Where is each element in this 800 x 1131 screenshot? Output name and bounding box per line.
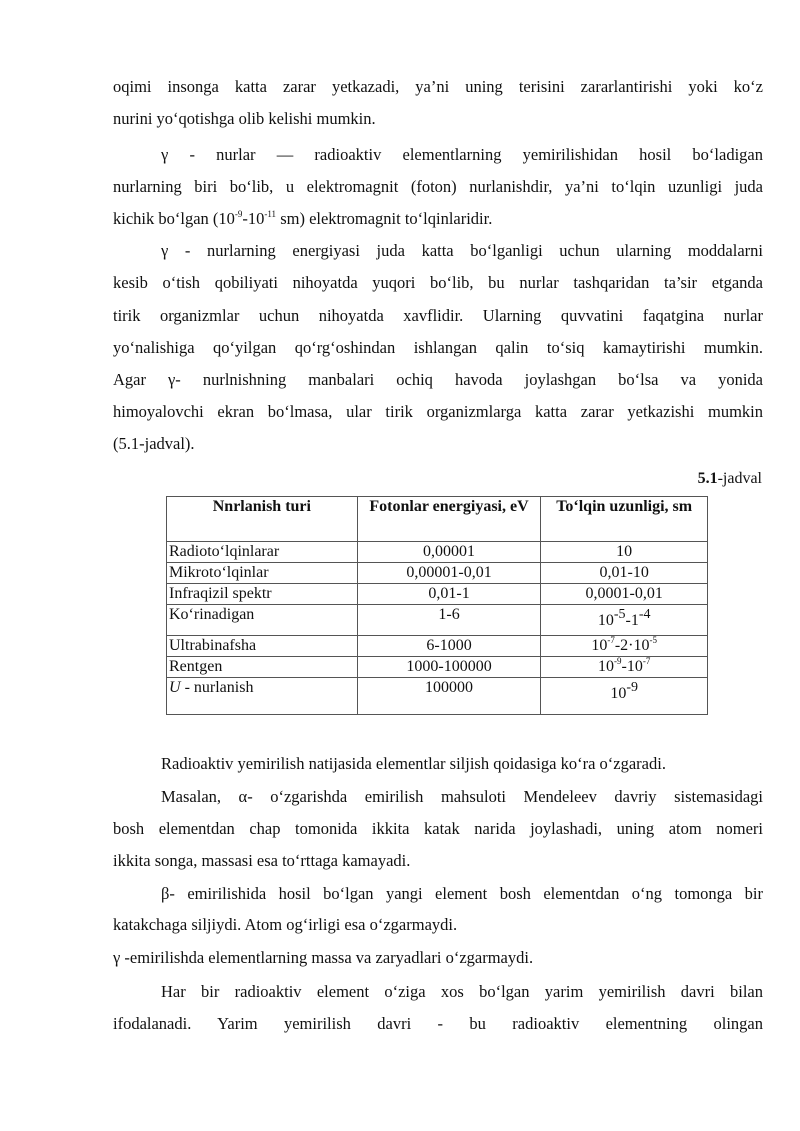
wavelength-value: 10-5-1-4: [597, 607, 651, 629]
table-cell: Rentgen: [167, 657, 358, 678]
table-caption: [698, 470, 762, 488]
paragraph-line: γ -emirilishda elementlarning massa va zaryadlari o‘zgarmaydi.: [113, 948, 534, 967]
table-cell: 100000: [357, 678, 541, 715]
column-header: Fotonlar energiyasi, eV: [357, 497, 541, 542]
table-cell: 0,00001-0,01: [357, 563, 541, 584]
paragraph-line: γ - nurlarning energiyasi juda katta bo‘lganligi uchun ularning moddalarni: [161, 241, 763, 260]
table-cell: Ultrabinafsha: [167, 636, 358, 657]
table-row: [167, 636, 708, 657]
table-row: [167, 657, 708, 678]
table-cell: 1000-100000: [357, 657, 541, 678]
text-run: -10: [242, 209, 265, 228]
table-cell: Infraqizil spektr: [167, 584, 358, 605]
paragraph-line: γ - nurlar — radioaktiv elementlarning yemirilishidan hosil bo‘ladigan: [161, 145, 763, 164]
paragraph-line: katakchaga siljiydi. Atom og‘irligi esa o‘zgarmaydi.: [113, 915, 458, 934]
table-cell: 0,0001-0,01: [541, 584, 708, 605]
table-cell: Radioto‘lqinlarar: [167, 542, 358, 563]
superscript: -11: [264, 209, 277, 219]
wavelength-value: 10-9: [610, 680, 638, 702]
paragraph-line: [113, 209, 763, 229]
column-header: Nnrlanish turi: [167, 497, 358, 542]
table-cell: [541, 605, 708, 636]
table-cell: [541, 657, 708, 678]
paragraph-line: Agar γ- nurlnishning manbalari ochiq havoda joylashgan bo‘lsa va yonida: [113, 370, 763, 389]
caption-number: 5.1: [697, 470, 718, 487]
superscript: -9: [234, 209, 243, 219]
paragraph-line: tirik organizmlar uchun nihoyatda xavflidir. Ularning quvvatini faqatgina nurlar: [113, 306, 763, 325]
table-cell: 0,00001: [357, 542, 541, 563]
paragraph-line: yo‘nalishiga qo‘yilgan qo‘rg‘oshindan ishlangan qalin to‘siq kamaytirishi mumkin.: [113, 338, 763, 357]
table-cell: [541, 678, 708, 715]
table-cell: 6-1000: [357, 636, 541, 657]
paragraph-line: ikkita songa, massasi esa to‘rttaga kamayadi.: [113, 851, 411, 870]
table-cell: 0,01-1: [357, 584, 541, 605]
table-cell: Mikroto‘lqinlar: [167, 563, 358, 584]
paragraph-line: kesib o‘tish qobiliyati nihoyatda yuqori bo‘lib, bu nurlar tashqaridan ta’sir etganda: [113, 273, 763, 292]
table-row: [167, 678, 708, 715]
wavelength-value: $10^{-7}-2\cdot 10^{-5}$: [591, 635, 657, 654]
paragraph-line: (5.1-jadval).: [113, 434, 195, 453]
type-text: - nurlanish: [180, 679, 254, 696]
paragraph-line: bosh elementdan chap tomonida ikkita katak narida joylashadi, uning atom nomeri: [113, 819, 763, 838]
column-header: To‘lqin uzunligi, sm: [541, 497, 708, 542]
table-row: [167, 584, 708, 605]
table-cell: [541, 636, 708, 657]
paragraph-line: Masalan, α- o‘zgarishda emirilish mahsuloti Mendeleev davriy sistemasidagi: [161, 787, 763, 806]
table-row: [167, 542, 708, 563]
table-cell: 1-6: [357, 605, 541, 636]
wavelength-value: $10^{-9}-10^{-7}$: [598, 656, 651, 675]
paragraph-line: Har bir radioaktiv element o‘ziga xos bo‘lgan yarim yemirilish davri bilan: [161, 982, 763, 1001]
paragraph-line: β- emirilishida hosil bo‘lgan yangi element bosh elementdan o‘ng tomonga bir: [161, 884, 763, 903]
paragraph-line: oqimi insonga katta zarar yetkazadi, ya’ni uning terisini zararlantirishi yoki ko‘z: [113, 77, 763, 96]
paragraph-line: nurlarning biri bo‘lib, u elektromagnit (foton) nurlanishdir, ya’ni to‘lqin uzunligi juda: [113, 177, 763, 196]
type-symbol: U: [169, 679, 181, 696]
radiation-table: [166, 496, 708, 715]
table-cell: Ko‘rinadigan: [167, 605, 358, 636]
table-row: [167, 563, 708, 584]
table-header-row: [167, 497, 708, 542]
table-cell: 10: [541, 542, 708, 563]
text-run: kichik bo‘lgan (10: [113, 209, 235, 228]
paragraph-line: nurini yo‘qotishga olib kelishi mumkin.: [113, 109, 376, 128]
text-run: sm) elektromagnit to‘lqinlaridir.: [276, 209, 493, 228]
caption-text: -jadval: [717, 470, 762, 487]
paragraph-line: Radioaktiv yemirilish natijasida elementlar siljish qoidasiga ko‘ra o‘zgaradi.: [161, 754, 666, 773]
table-cell: 0,01-10: [541, 563, 708, 584]
table-cell: [167, 678, 358, 715]
paragraph-line: himoyalovchi ekran bo‘lmasa, ular tirik organizmlarga katta zarar yetkazishi mumkin: [113, 402, 763, 421]
paragraph-line: ifodalanadi. Yarim yemirilish davri - bu radioaktiv elementning olingan: [113, 1014, 763, 1033]
table-row: [167, 605, 708, 636]
